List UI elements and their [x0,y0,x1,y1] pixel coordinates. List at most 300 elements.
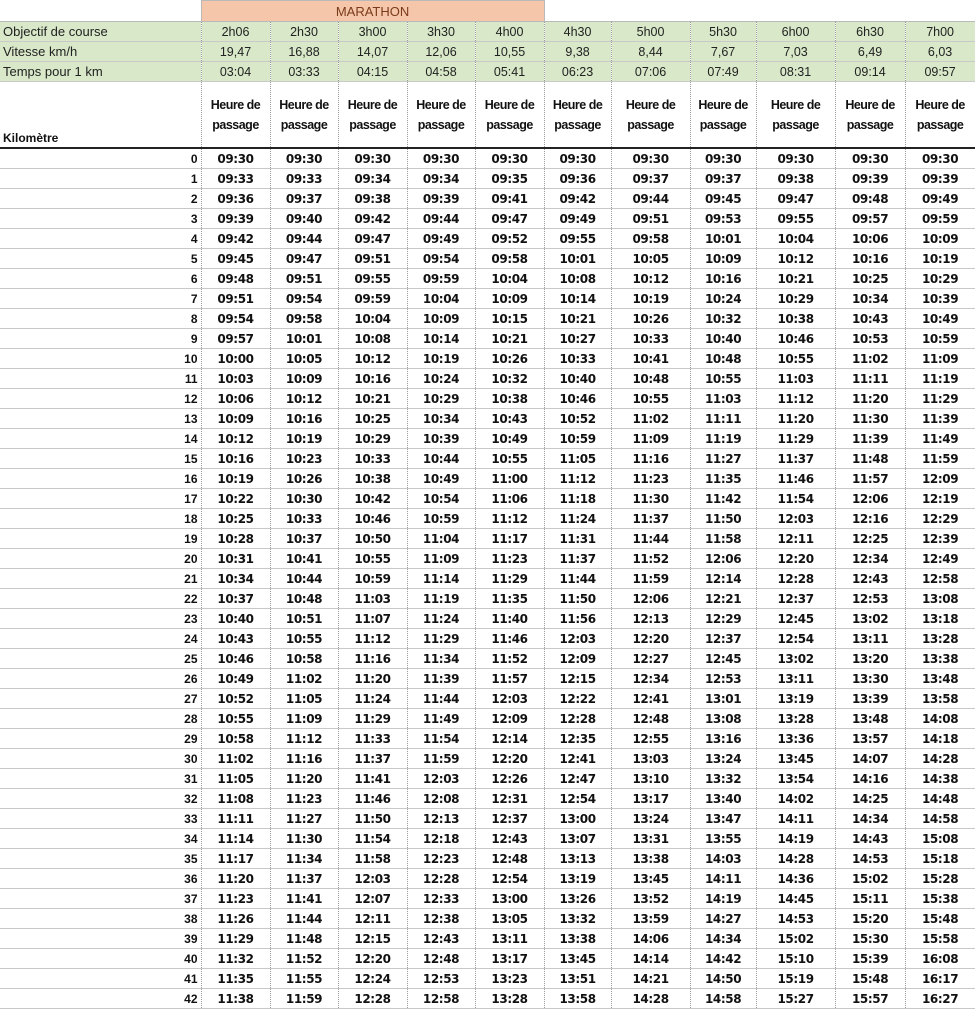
time-cell[interactable]: 09:51 [611,209,690,229]
column-header-heure-de-passage[interactable]: Heure de passage [338,82,407,149]
time-cell[interactable]: 11:23 [611,469,690,489]
time-cell[interactable]: 12:53 [835,589,905,609]
time-cell[interactable]: 10:48 [690,349,756,369]
time-cell[interactable]: 12:38 [407,909,475,929]
time-cell[interactable]: 14:36 [756,869,835,889]
time-cell[interactable]: 11:59 [270,989,338,1009]
time-cell[interactable]: 09:30 [905,148,975,169]
time-cell[interactable]: 10:12 [201,429,270,449]
time-cell[interactable]: 13:38 [544,929,611,949]
km-cell[interactable]: 21 [0,569,201,589]
time-cell[interactable]: 13:30 [835,669,905,689]
time-cell[interactable]: 09:30 [611,148,690,169]
km-cell[interactable]: 25 [0,649,201,669]
time-cell[interactable]: 15:39 [835,949,905,969]
time-cell[interactable]: 10:22 [201,489,270,509]
km-cell[interactable]: 35 [0,849,201,869]
time-cell[interactable]: 13:07 [544,829,611,849]
time-cell[interactable]: 10:06 [201,389,270,409]
time-cell[interactable]: 09:33 [270,169,338,189]
time-cell[interactable]: 10:40 [201,609,270,629]
time-cell[interactable]: 10:49 [407,469,475,489]
time-cell[interactable]: 13:11 [835,629,905,649]
time-cell[interactable]: 12:43 [835,569,905,589]
time-cell[interactable]: 09:58 [475,249,544,269]
time-cell[interactable]: 13:03 [611,749,690,769]
km-cell[interactable]: 32 [0,789,201,809]
time-cell[interactable]: 12:20 [756,549,835,569]
time-cell[interactable]: 13:16 [690,729,756,749]
time-cell[interactable]: 09:51 [201,289,270,309]
time-cell[interactable]: 09:30 [201,148,270,169]
time-cell[interactable]: 12:07 [338,889,407,909]
time-cell[interactable]: 12:25 [835,529,905,549]
time-cell[interactable]: 16:27 [905,989,975,1009]
time-cell[interactable]: 10:29 [407,389,475,409]
time-cell[interactable]: 10:23 [270,449,338,469]
time-cell[interactable]: 13:48 [905,669,975,689]
time-cell[interactable]: 11:23 [475,549,544,569]
time-cell[interactable]: 10:34 [201,569,270,589]
time-cell[interactable]: 13:11 [756,669,835,689]
time-cell[interactable]: 11:16 [270,749,338,769]
time-cell[interactable]: 11:37 [756,449,835,469]
time-cell[interactable]: 11:24 [407,609,475,629]
param-value-cell[interactable]: 5h30 [690,22,756,42]
time-cell[interactable]: 11:20 [270,769,338,789]
km-cell[interactable]: 37 [0,889,201,909]
param-value-cell[interactable]: 2h06 [201,22,270,42]
time-cell[interactable]: 11:55 [270,969,338,989]
time-cell[interactable]: 09:55 [756,209,835,229]
time-cell[interactable]: 13:47 [690,809,756,829]
time-cell[interactable]: 14:28 [611,989,690,1009]
time-cell[interactable]: 11:20 [201,869,270,889]
time-cell[interactable]: 11:12 [756,389,835,409]
time-cell[interactable]: 10:46 [544,389,611,409]
km-cell[interactable]: 27 [0,689,201,709]
time-cell[interactable]: 14:16 [835,769,905,789]
time-cell[interactable]: 11:56 [544,609,611,629]
time-cell[interactable]: 11:23 [270,789,338,809]
time-cell[interactable]: 11:24 [338,689,407,709]
time-cell[interactable]: 11:35 [690,469,756,489]
km-cell[interactable]: 1 [0,169,201,189]
time-cell[interactable]: 14:03 [690,849,756,869]
param-value-cell[interactable]: 09:57 [905,62,975,82]
param-value-cell[interactable]: 09:14 [835,62,905,82]
time-cell[interactable]: 12:03 [338,869,407,889]
time-cell[interactable]: 13:45 [756,749,835,769]
time-cell[interactable]: 14:11 [756,809,835,829]
time-cell[interactable]: 11:09 [407,549,475,569]
time-cell[interactable]: 11:12 [475,509,544,529]
param-value-cell[interactable]: 05:41 [475,62,544,82]
time-cell[interactable]: 11:05 [270,689,338,709]
time-cell[interactable]: 13:19 [756,689,835,709]
km-cell[interactable]: 42 [0,989,201,1009]
time-cell[interactable]: 09:55 [544,229,611,249]
time-cell[interactable]: 09:51 [270,269,338,289]
time-cell[interactable]: 14:34 [835,809,905,829]
time-cell[interactable]: 10:26 [611,309,690,329]
time-cell[interactable]: 14:11 [690,869,756,889]
time-cell[interactable]: 11:40 [475,609,544,629]
time-cell[interactable]: 15:57 [835,989,905,1009]
time-cell[interactable]: 12:20 [611,629,690,649]
time-cell[interactable]: 10:59 [905,329,975,349]
time-cell[interactable]: 09:51 [338,249,407,269]
time-cell[interactable]: 10:58 [270,649,338,669]
time-cell[interactable]: 13:18 [905,609,975,629]
time-cell[interactable]: 10:26 [475,349,544,369]
param-value-cell[interactable]: 06:23 [544,62,611,82]
km-cell[interactable]: 16 [0,469,201,489]
time-cell[interactable]: 12:53 [407,969,475,989]
time-cell[interactable]: 14:27 [690,909,756,929]
time-cell[interactable]: 09:42 [544,189,611,209]
time-cell[interactable]: 10:51 [270,609,338,629]
column-header-heure-de-passage[interactable]: Heure de passage [475,82,544,149]
time-cell[interactable]: 13:17 [611,789,690,809]
time-cell[interactable]: 13:02 [835,609,905,629]
time-cell[interactable]: 11:09 [905,349,975,369]
time-cell[interactable]: 10:37 [270,529,338,549]
time-cell[interactable]: 10:52 [201,689,270,709]
time-cell[interactable]: 10:48 [611,369,690,389]
time-cell[interactable]: 10:04 [756,229,835,249]
time-cell[interactable]: 12:48 [407,949,475,969]
column-header-heure-de-passage[interactable]: Heure de passage [611,82,690,149]
param-value-cell[interactable]: 10,55 [475,42,544,62]
param-value-cell[interactable]: 6,03 [905,42,975,62]
time-cell[interactable]: 11:29 [905,389,975,409]
time-cell[interactable]: 12:28 [756,569,835,589]
time-cell[interactable]: 09:59 [905,209,975,229]
time-cell[interactable]: 11:48 [835,449,905,469]
time-cell[interactable]: 13:40 [690,789,756,809]
time-cell[interactable]: 10:38 [475,389,544,409]
time-cell[interactable]: 10:33 [338,449,407,469]
km-cell[interactable]: 4 [0,229,201,249]
time-cell[interactable]: 11:54 [756,489,835,509]
column-header-heure-de-passage[interactable]: Heure de passage [407,82,475,149]
time-cell[interactable]: 09:49 [544,209,611,229]
blank-cell[interactable] [544,1,975,22]
time-cell[interactable]: 12:20 [475,749,544,769]
time-cell[interactable]: 12:39 [905,529,975,549]
time-cell[interactable]: 14:19 [690,889,756,909]
time-cell[interactable]: 12:19 [905,489,975,509]
time-cell[interactable]: 10:55 [756,349,835,369]
time-cell[interactable]: 12:26 [475,769,544,789]
time-cell[interactable]: 11:34 [270,849,338,869]
time-cell[interactable]: 09:42 [201,229,270,249]
time-cell[interactable]: 11:35 [475,589,544,609]
time-cell[interactable]: 13:19 [544,869,611,889]
time-cell[interactable]: 10:46 [338,509,407,529]
time-cell[interactable]: 10:12 [270,389,338,409]
time-cell[interactable]: 15:58 [905,929,975,949]
time-cell[interactable]: 13:31 [611,829,690,849]
time-cell[interactable]: 11:26 [201,909,270,929]
time-cell[interactable]: 09:30 [407,148,475,169]
time-cell[interactable]: 12:14 [475,729,544,749]
time-cell[interactable]: 12:28 [338,989,407,1009]
time-cell[interactable]: 10:16 [201,449,270,469]
time-cell[interactable]: 10:19 [407,349,475,369]
time-cell[interactable]: 10:19 [905,249,975,269]
time-cell[interactable]: 11:29 [338,709,407,729]
time-cell[interactable]: 09:30 [835,148,905,169]
time-cell[interactable]: 10:27 [544,329,611,349]
time-cell[interactable]: 12:55 [611,729,690,749]
time-cell[interactable]: 11:46 [756,469,835,489]
time-cell[interactable]: 11:44 [270,909,338,929]
time-cell[interactable]: 11:34 [407,649,475,669]
km-cell[interactable]: 6 [0,269,201,289]
time-cell[interactable]: 13:51 [544,969,611,989]
param-value-cell[interactable]: 07:06 [611,62,690,82]
time-cell[interactable]: 15:18 [905,849,975,869]
km-cell[interactable]: 8 [0,309,201,329]
time-cell[interactable]: 09:54 [201,309,270,329]
column-header-heure-de-passage[interactable]: Heure de passage [756,82,835,149]
time-cell[interactable]: 10:06 [835,229,905,249]
time-cell[interactable]: 12:43 [475,829,544,849]
time-cell[interactable]: 13:59 [611,909,690,929]
time-cell[interactable]: 15:27 [756,989,835,1009]
time-cell[interactable]: 10:28 [201,529,270,549]
time-cell[interactable]: 09:48 [835,189,905,209]
time-cell[interactable]: 12:49 [905,549,975,569]
time-cell[interactable]: 10:33 [611,329,690,349]
time-cell[interactable]: 09:44 [407,209,475,229]
time-cell[interactable]: 12:54 [544,789,611,809]
time-cell[interactable]: 12:31 [475,789,544,809]
time-cell[interactable]: 13:23 [475,969,544,989]
time-cell[interactable]: 09:40 [270,209,338,229]
time-cell[interactable]: 12:06 [690,549,756,569]
time-cell[interactable]: 10:55 [338,549,407,569]
time-cell[interactable]: 10:01 [690,229,756,249]
time-cell[interactable]: 10:38 [756,309,835,329]
time-cell[interactable]: 10:44 [407,449,475,469]
time-cell[interactable]: 11:49 [905,429,975,449]
time-cell[interactable]: 11:42 [690,489,756,509]
time-cell[interactable]: 09:57 [835,209,905,229]
time-cell[interactable]: 10:25 [201,509,270,529]
time-cell[interactable]: 10:09 [407,309,475,329]
time-cell[interactable]: 14:07 [835,749,905,769]
time-cell[interactable]: 10:09 [201,409,270,429]
km-cell[interactable]: 17 [0,489,201,509]
time-cell[interactable]: 12:08 [407,789,475,809]
time-cell[interactable]: 12:33 [407,889,475,909]
time-cell[interactable]: 10:01 [544,249,611,269]
time-cell[interactable]: 12:45 [756,609,835,629]
km-cell[interactable]: 29 [0,729,201,749]
time-cell[interactable]: 12:11 [756,529,835,549]
time-cell[interactable]: 11:38 [201,989,270,1009]
time-cell[interactable]: 13:17 [475,949,544,969]
time-cell[interactable]: 11:58 [690,529,756,549]
time-cell[interactable]: 11:03 [756,369,835,389]
time-cell[interactable]: 12:16 [835,509,905,529]
time-cell[interactable]: 11:46 [338,789,407,809]
time-cell[interactable]: 11:11 [690,409,756,429]
time-cell[interactable]: 09:37 [611,169,690,189]
time-cell[interactable]: 10:41 [611,349,690,369]
param-label-cell[interactable]: Objectif de course [0,22,201,42]
time-cell[interactable]: 10:25 [835,269,905,289]
time-cell[interactable]: 11:14 [201,829,270,849]
time-cell[interactable]: 15:48 [905,909,975,929]
time-cell[interactable]: 11:50 [690,509,756,529]
time-cell[interactable]: 10:59 [544,429,611,449]
km-cell[interactable]: 15 [0,449,201,469]
time-cell[interactable]: 11:39 [835,429,905,449]
time-cell[interactable]: 15:38 [905,889,975,909]
time-cell[interactable]: 11:33 [338,729,407,749]
time-cell[interactable]: 14:21 [611,969,690,989]
param-value-cell[interactable]: 9,38 [544,42,611,62]
time-cell[interactable]: 11:27 [690,449,756,469]
time-cell[interactable]: 13:54 [756,769,835,789]
time-cell[interactable]: 13:45 [544,949,611,969]
time-cell[interactable]: 10:49 [475,429,544,449]
time-cell[interactable]: 10:40 [690,329,756,349]
time-cell[interactable]: 09:41 [475,189,544,209]
km-cell[interactable]: 26 [0,669,201,689]
km-cell[interactable]: 3 [0,209,201,229]
time-cell[interactable]: 11:37 [338,749,407,769]
time-cell[interactable]: 10:12 [611,269,690,289]
km-cell[interactable]: 38 [0,909,201,929]
time-cell[interactable]: 10:09 [905,229,975,249]
time-cell[interactable]: 10:33 [270,509,338,529]
time-cell[interactable]: 11:44 [544,569,611,589]
km-cell[interactable]: 36 [0,869,201,889]
time-cell[interactable]: 09:48 [201,269,270,289]
time-cell[interactable]: 14:42 [690,949,756,969]
time-cell[interactable]: 10:16 [338,369,407,389]
time-cell[interactable]: 12:21 [690,589,756,609]
time-cell[interactable]: 11:08 [201,789,270,809]
param-value-cell[interactable]: 3h30 [407,22,475,42]
time-cell[interactable]: 15:28 [905,869,975,889]
time-cell[interactable]: 11:00 [475,469,544,489]
time-cell[interactable]: 13:02 [756,649,835,669]
time-cell[interactable]: 13:00 [544,809,611,829]
time-cell[interactable]: 13:26 [544,889,611,909]
time-cell[interactable]: 10:54 [407,489,475,509]
time-cell[interactable]: 09:38 [756,169,835,189]
time-cell[interactable]: 10:50 [338,529,407,549]
time-cell[interactable]: 12:24 [338,969,407,989]
time-cell[interactable]: 11:31 [544,529,611,549]
time-cell[interactable]: 11:24 [544,509,611,529]
km-cell[interactable]: 40 [0,949,201,969]
time-cell[interactable]: 11:17 [201,849,270,869]
time-cell[interactable]: 14:19 [756,829,835,849]
time-cell[interactable]: 14:53 [835,849,905,869]
time-cell[interactable]: 13:55 [690,829,756,849]
time-cell[interactable]: 12:29 [905,509,975,529]
time-cell[interactable]: 13:28 [756,709,835,729]
time-cell[interactable]: 12:37 [756,589,835,609]
time-cell[interactable]: 12:03 [756,509,835,529]
time-cell[interactable]: 13:05 [475,909,544,929]
time-cell[interactable]: 10:55 [475,449,544,469]
time-cell[interactable]: 10:32 [475,369,544,389]
column-header-heure-de-passage[interactable]: Heure de passage [270,82,338,149]
time-cell[interactable]: 11:29 [407,629,475,649]
time-cell[interactable]: 12:03 [544,629,611,649]
time-cell[interactable]: 10:38 [338,469,407,489]
km-cell[interactable]: 20 [0,549,201,569]
time-cell[interactable]: 11:27 [270,809,338,829]
time-cell[interactable]: 15:10 [756,949,835,969]
time-cell[interactable]: 14:53 [756,909,835,929]
time-cell[interactable]: 10:08 [338,329,407,349]
time-cell[interactable]: 10:03 [201,369,270,389]
time-cell[interactable]: 13:01 [690,689,756,709]
time-cell[interactable]: 10:16 [270,409,338,429]
time-cell[interactable]: 11:29 [756,429,835,449]
time-cell[interactable]: 12:54 [475,869,544,889]
time-cell[interactable]: 10:24 [407,369,475,389]
time-cell[interactable]: 13:58 [905,689,975,709]
time-cell[interactable]: 09:34 [407,169,475,189]
time-cell[interactable]: 10:53 [835,329,905,349]
time-cell[interactable]: 09:37 [690,169,756,189]
time-cell[interactable]: 10:01 [270,329,338,349]
time-cell[interactable]: 15:19 [756,969,835,989]
time-cell[interactable]: 09:34 [338,169,407,189]
param-value-cell[interactable]: 03:33 [270,62,338,82]
time-cell[interactable]: 09:36 [201,189,270,209]
time-cell[interactable]: 09:30 [475,148,544,169]
time-cell[interactable]: 12:13 [611,609,690,629]
time-cell[interactable]: 11:02 [611,409,690,429]
time-cell[interactable]: 10:24 [690,289,756,309]
time-cell[interactable]: 12:29 [690,609,756,629]
km-cell[interactable]: 23 [0,609,201,629]
time-cell[interactable]: 10:33 [544,349,611,369]
km-cell[interactable]: 0 [0,148,201,169]
time-cell[interactable]: 12:34 [835,549,905,569]
time-cell[interactable]: 11:59 [611,569,690,589]
time-cell[interactable]: 11:35 [201,969,270,989]
time-cell[interactable]: 14:48 [905,789,975,809]
title-cell[interactable]: MARATHON [201,1,544,22]
time-cell[interactable]: 11:32 [201,949,270,969]
time-cell[interactable]: 15:02 [835,869,905,889]
km-cell[interactable]: 9 [0,329,201,349]
param-value-cell[interactable]: 6h00 [756,22,835,42]
time-cell[interactable]: 12:48 [475,849,544,869]
km-cell[interactable]: 10 [0,349,201,369]
time-cell[interactable]: 13:20 [835,649,905,669]
time-cell[interactable]: 12:53 [690,669,756,689]
time-cell[interactable]: 11:09 [611,429,690,449]
time-cell[interactable]: 09:36 [544,169,611,189]
time-cell[interactable]: 09:38 [338,189,407,209]
time-cell[interactable]: 10:55 [611,389,690,409]
time-cell[interactable]: 10:08 [544,269,611,289]
time-cell[interactable]: 09:30 [270,148,338,169]
